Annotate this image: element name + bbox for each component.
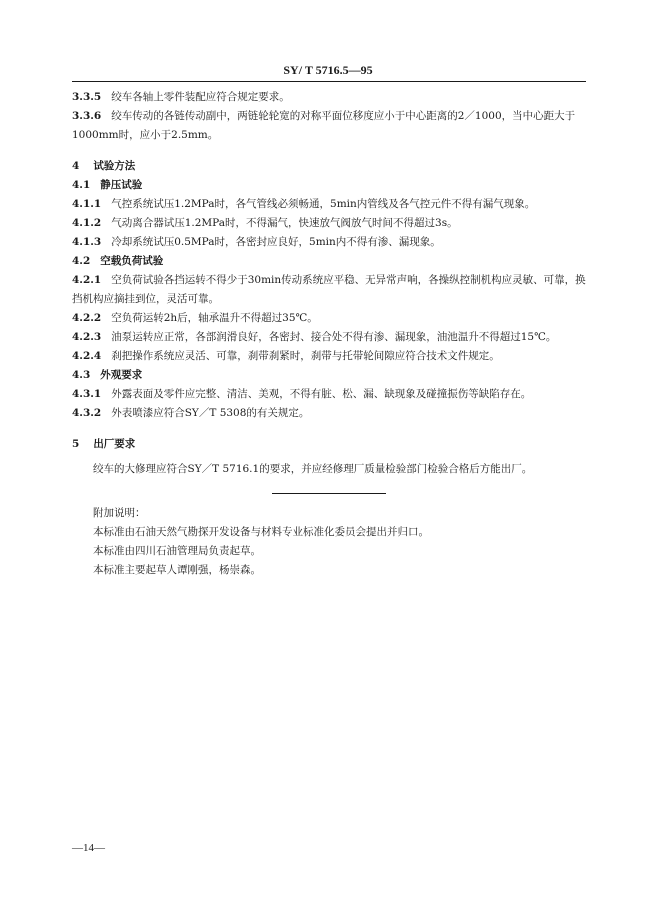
clause-4-2-1	[72, 271, 586, 309]
clause-number: 4.3.1	[72, 388, 102, 400]
clause-number: 3.3.6	[72, 110, 102, 122]
section-heading-5	[72, 435, 586, 454]
section-heading-4-3	[72, 366, 586, 385]
section-number: 4	[72, 160, 80, 172]
section-heading-4-2	[72, 252, 586, 271]
page-header: SY/ T 5716.5—95	[283, 63, 373, 77]
section-title: 试验方法	[93, 160, 136, 172]
clause-text: 空负荷运转2h后，轴承温升不得超过35℃。	[111, 312, 318, 324]
clause-3-3-6	[72, 107, 586, 145]
clause-3-3-5	[72, 88, 586, 107]
clause-number: 4.2.1	[72, 274, 102, 286]
clause-number: 4.1.2	[72, 217, 102, 229]
additional-notes	[72, 504, 586, 580]
clause-text: 油泵运转应正常，各部润滑良好，各密封、接合处不得有渗、漏现象，油池温升不得超过15℃。	[111, 331, 557, 343]
section-heading-4	[72, 157, 586, 176]
section-heading-4-1	[72, 176, 586, 195]
clause-4-2-4	[72, 347, 586, 366]
section-title: 出厂要求	[93, 438, 136, 450]
section-number: 5	[72, 438, 80, 450]
clause-4-1-1	[72, 195, 586, 214]
section-number: 4.1	[72, 179, 91, 191]
section-number: 4.2	[72, 255, 91, 267]
clause-number: 4.2.2	[72, 312, 102, 324]
clause-text: 气控系统试压1.2MPa时，各气管线必须畅通，5min内管线及各气控元件不得有漏气现象。	[111, 198, 536, 210]
clause-text: 绞车传动的各链传动副中，两链轮轮宽的对称平面位移度应小于中心距离的2／1000，当中心距大于1000mm时，应小于2.5mm。	[72, 110, 576, 141]
clause-text: 外表喷漆应符合SY／T 5308的有关规定。	[111, 407, 310, 419]
section-number: 4.3	[72, 369, 91, 381]
page-number: —14—	[72, 842, 105, 854]
clause-text: 刹把操作系统应灵活、可靠，刹带刹紧时，刹带与托带轮间隙应符合技术文件规定。	[111, 350, 500, 362]
section-title: 静压试验	[100, 179, 143, 191]
section-5-body: 绞车的大修理应符合SY／T 5716.1的要求，并应经修理厂质量检验部门检验合格后方能出厂。	[93, 463, 533, 475]
clause-number: 4.3.2	[72, 407, 102, 419]
clause-4-3-2	[72, 404, 586, 423]
clause-4-2-2	[72, 309, 586, 328]
notes-line: 本标准由四川石油管理局负责起草。	[93, 545, 261, 557]
clause-4-3-1	[72, 385, 586, 404]
clause-number: 4.2.4	[72, 350, 102, 362]
clause-4-2-3	[72, 328, 586, 347]
end-rule	[272, 493, 386, 494]
notes-line: 本标准主要起草人谭刚强，杨崇森。	[93, 564, 261, 576]
clause-text: 外露表面及零件应完整、清洁、美观，不得有脏、松、漏、缺现象及碰撞振伤等缺陷存在。	[111, 388, 532, 400]
section-title: 空载负荷试验	[100, 255, 164, 267]
clause-number: 4.1.3	[72, 236, 102, 248]
clause-4-1-2	[72, 214, 586, 233]
clause-text: 绞车各轴上零件装配应符合规定要求。	[111, 91, 290, 103]
document-body	[72, 88, 586, 580]
notes-line: 本标准由石油天然气勘探开发设备与材料专业标准化委员会提出并归口。	[93, 526, 429, 538]
clause-number: 3.3.5	[72, 91, 102, 103]
section-title: 外观要求	[100, 369, 143, 381]
clause-number: 4.1.1	[72, 198, 102, 210]
header-rule	[72, 81, 586, 82]
clause-text: 空负荷试验各挡运转不得少于30min传动系统应平稳、无异常声响，各操纵控制机构应灵敏、可靠，换挡机构应摘挂到位，灵活可靠。	[72, 274, 586, 305]
clause-text: 冷却系统试压0.5MPa时，各密封应良好，5min内不得有渗、漏现象。	[111, 236, 441, 248]
clause-text: 气动离合器试压1.2MPa时，不得漏气，快速放气阀放气时间不得超过3s。	[111, 217, 458, 229]
notes-title: 附加说明：	[93, 507, 146, 519]
clause-4-1-3	[72, 233, 586, 252]
clause-number: 4.2.3	[72, 331, 102, 343]
